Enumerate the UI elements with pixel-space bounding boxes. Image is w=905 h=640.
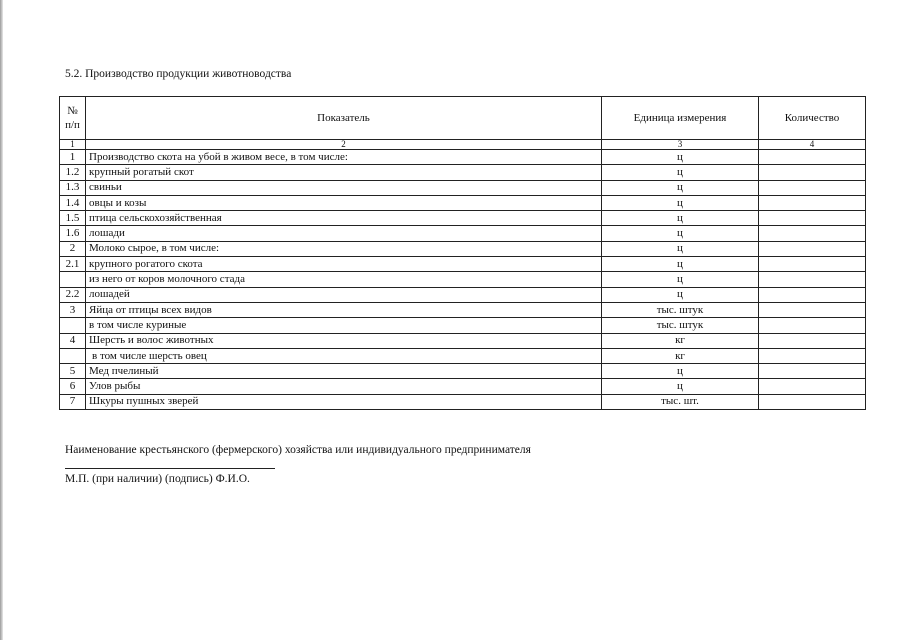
row-quantity [759, 257, 866, 272]
row-indicator: птица сельскохозяйственная [86, 211, 602, 226]
header-unit: Единица измерения [602, 97, 759, 140]
table-row [60, 364, 866, 379]
row-unit: тыс. штук [602, 318, 759, 333]
table-row [60, 150, 866, 165]
table-row [60, 272, 866, 287]
row-unit: тыс. шт. [602, 394, 759, 409]
table-row [60, 333, 866, 348]
row-number: 1.6 [60, 226, 86, 241]
table-row [60, 195, 866, 210]
table-row [60, 394, 866, 409]
row-indicator: Яйца от птицы всех видов [86, 302, 602, 317]
row-unit: ц [602, 379, 759, 394]
row-unit: ц [602, 287, 759, 302]
row-quantity [759, 195, 866, 210]
row-indicator: овцы и козы [86, 195, 602, 210]
row-indicator: крупный рогатый скот [86, 165, 602, 180]
row-quantity [759, 302, 866, 317]
row-indicator: в том числе шерсть овец [86, 348, 602, 363]
row-number: 2.1 [60, 257, 86, 272]
row-quantity [759, 394, 866, 409]
row-indicator: лошади [86, 226, 602, 241]
row-indicator: Шерсть и волос животных [86, 333, 602, 348]
table-row [60, 348, 866, 363]
row-number: 1.5 [60, 211, 86, 226]
signature-line [65, 468, 275, 469]
row-unit: ц [602, 257, 759, 272]
livestock-production-table [59, 96, 866, 410]
row-unit: ц [602, 272, 759, 287]
table-row [60, 257, 866, 272]
row-indicator: Мед пчелиный [86, 364, 602, 379]
organization-label: Наименование крестьянского (фермерского) хозяйства или индивидуального предпринимателя [65, 444, 531, 456]
row-unit: тыс. штук [602, 302, 759, 317]
row-number: 1 [60, 150, 86, 165]
row-quantity [759, 379, 866, 394]
column-number: 4 [759, 140, 866, 150]
row-unit: кг [602, 348, 759, 363]
column-number: 1 [60, 140, 86, 150]
signature-label: М.П. (при наличии) (подпись) Ф.И.О. [65, 473, 250, 485]
row-unit: ц [602, 241, 759, 256]
row-indicator: Шкуры пушных зверей [86, 394, 602, 409]
row-indicator: Производство скота на убой в живом весе, в том числе: [86, 150, 602, 165]
row-indicator: лошадей [86, 287, 602, 302]
row-unit: кг [602, 333, 759, 348]
row-indicator: Молоко сырое, в том числе: [86, 241, 602, 256]
row-number: 7 [60, 394, 86, 409]
row-quantity [759, 226, 866, 241]
section-title: 5.2. Производство продукции животноводства [65, 68, 292, 80]
header-quantity: Количество [759, 97, 866, 140]
table-row [60, 165, 866, 180]
row-indicator: из него от коров молочного стада [86, 272, 602, 287]
row-number: 3 [60, 302, 86, 317]
row-number [60, 318, 86, 333]
row-quantity [759, 241, 866, 256]
row-quantity [759, 348, 866, 363]
row-quantity [759, 287, 866, 302]
row-indicator: в том числе куриные [86, 318, 602, 333]
row-quantity [759, 364, 866, 379]
table-row [60, 241, 866, 256]
row-indicator: Улов рыбы [86, 379, 602, 394]
row-quantity [759, 333, 866, 348]
row-quantity [759, 211, 866, 226]
row-number: 6 [60, 379, 86, 394]
page-edge [0, 0, 3, 640]
row-quantity [759, 318, 866, 333]
row-unit: ц [602, 150, 759, 165]
table-row [60, 318, 866, 333]
row-number: 2 [60, 241, 86, 256]
row-unit: ц [602, 195, 759, 210]
header-indicator: Показатель [86, 97, 602, 140]
column-numbering-row [60, 140, 866, 150]
table-row [60, 302, 866, 317]
row-indicator: свиньи [86, 180, 602, 195]
row-number: 5 [60, 364, 86, 379]
row-number: 2.2 [60, 287, 86, 302]
table-row [60, 180, 866, 195]
row-number [60, 272, 86, 287]
table-row [60, 211, 866, 226]
row-number [60, 348, 86, 363]
row-unit: ц [602, 211, 759, 226]
column-number: 3 [602, 140, 759, 150]
row-unit: ц [602, 226, 759, 241]
header-num: № п/п [60, 97, 86, 140]
row-number: 1.4 [60, 195, 86, 210]
row-indicator: крупного рогатого скота [86, 257, 602, 272]
row-quantity [759, 165, 866, 180]
table-header-row [60, 97, 866, 140]
row-number: 4 [60, 333, 86, 348]
row-quantity [759, 272, 866, 287]
table-row [60, 287, 866, 302]
row-unit: ц [602, 180, 759, 195]
row-number: 1.3 [60, 180, 86, 195]
row-number: 1.2 [60, 165, 86, 180]
table-body [60, 150, 866, 410]
row-unit: ц [602, 364, 759, 379]
row-unit: ц [602, 165, 759, 180]
table-row [60, 226, 866, 241]
row-quantity [759, 150, 866, 165]
column-number: 2 [86, 140, 602, 150]
row-quantity [759, 180, 866, 195]
table-row [60, 379, 866, 394]
